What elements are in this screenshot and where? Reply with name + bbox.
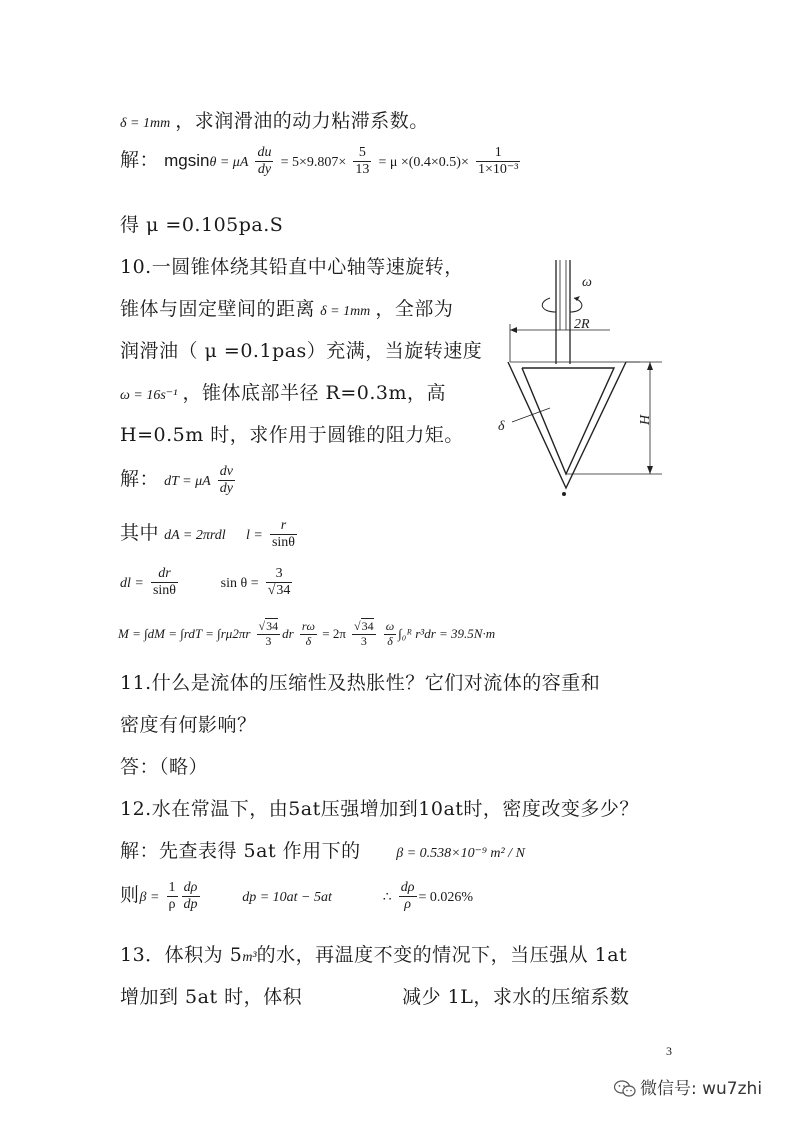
sol10-where: 其中 <box>120 522 160 545</box>
q10-line-1: 10.一圆锥体绕其铅直中心轴等速旋转， <box>120 256 464 278</box>
equation-1 <box>120 145 522 178</box>
q10-line-4b: ，锥体底部半径 R=0.3m，高 <box>182 382 446 404</box>
q13-line-2a: 增加到 5at 时，体积 <box>120 986 303 1008</box>
q12-then: 则 <box>120 884 140 907</box>
q12-one: 1 <box>168 880 176 895</box>
q12-line-2 <box>120 836 525 863</box>
eq1-mid: = 5×9.807× <box>280 155 347 171</box>
eq1-theta: θ <box>209 155 217 171</box>
sol10-2pi: = 2π <box>318 625 346 641</box>
eq1-den-13: 13 <box>355 162 370 178</box>
q13-line-1a: 13．体积为 5 <box>120 944 243 966</box>
eq1-mu-a: = μA <box>216 155 249 171</box>
sol10-three: 3 <box>275 566 283 581</box>
sol10-sin-theta: sinθ <box>271 535 296 551</box>
sol10-three-3: 3 <box>352 634 376 649</box>
sol10-r: r <box>280 518 287 533</box>
q12-rho: ρ <box>168 897 176 913</box>
q13-line-2 <box>120 982 629 1009</box>
sol10-sin-eq: sin θ = <box>220 576 259 592</box>
q12-beta-eq: β = <box>139 890 160 906</box>
sol10-dr: dr <box>158 566 171 581</box>
q12-line-1: 12.水在常温下，由5at压强增加到10at时，密度改变多少？ <box>120 798 639 820</box>
line-1-text: ，求润滑油的动力粘滞系数。 <box>175 110 429 132</box>
q10-omega: ω = 16s⁻¹ <box>120 388 178 403</box>
sol10-romega: rω <box>301 619 315 633</box>
solution-label: 解： <box>120 149 160 172</box>
cone-diagram <box>490 258 670 503</box>
delta-label: δ <box>498 419 505 434</box>
eq1-du: du <box>257 145 272 160</box>
q11-answer: 答：（略） <box>120 756 209 778</box>
eq1-num-1: 1 <box>494 145 502 160</box>
sol10-line-1 <box>120 464 237 497</box>
sol10-label: 解： <box>120 468 160 491</box>
sol10-delta: δ <box>300 634 317 649</box>
q10-line-5: H=0.5m 时，求作用于圆锥的阻力矩。 <box>120 424 464 446</box>
h-label: H <box>638 414 653 425</box>
sol10-dt: dT = μA <box>164 474 211 490</box>
two-r-label: 2R <box>574 317 590 332</box>
sol10-three-2: 3 <box>257 634 281 649</box>
q10-line-2a: 锥体与固定壁间的距离 <box>120 298 316 320</box>
eq1-mid2: = μ ×(0.4×0.5)× <box>378 155 469 171</box>
eq1-lhs: mgsin <box>164 151 210 171</box>
sol10-dy: dy <box>219 481 233 497</box>
eq1-den: 1×10⁻³ <box>477 162 519 178</box>
q11-line-1: 11.什么是流体的压缩性及热胀性？它们对流体的容重和 <box>120 672 601 694</box>
sol10-dl-eq: dl = <box>120 576 144 592</box>
q13-line-1 <box>120 940 627 967</box>
q12-drho-2: dρ <box>400 880 415 895</box>
q12-therefore: ∴ <box>382 890 392 906</box>
q12-dp: dp <box>183 897 198 913</box>
q12-drho: dρ <box>183 880 198 895</box>
eq1-dy: dy <box>255 161 273 178</box>
sol10-integral: ∫₀ᴿ r³dr = 39.5N·m <box>398 625 496 641</box>
sol10-sqrt34: 34 <box>276 583 291 599</box>
sol10-delta-2: δ <box>384 634 396 649</box>
q12-dp-eq: dp = 10at − 5at <box>242 890 332 906</box>
page-number: 3 <box>666 1044 672 1058</box>
sol10-line-3: dl = $\frac{dr}{\sin\theta}$ sin θ = $\frac{3}{√34}$ <box>120 566 291 599</box>
q10-line-4 <box>120 378 446 405</box>
q10-line-2c: ，全部为 <box>375 298 454 320</box>
q11-line-2: 密度有何影响？ <box>120 714 257 736</box>
q10-line-2 <box>120 294 453 321</box>
q13-m3: m³ <box>242 950 257 965</box>
sol10-omega: ω <box>385 619 395 633</box>
q10-line-3: 润滑油（ μ =0.1pas）充满，当旋转速度 <box>120 340 483 362</box>
q13-line-1b: 的水，再温度不变的情况下，当压强从 1at <box>256 944 628 966</box>
q10-delta: δ = 1mm <box>320 304 371 319</box>
q12-beta: β = 0.538×10⁻⁹ m² / N <box>396 846 525 861</box>
q12-pct: = 0.026% <box>418 890 474 906</box>
watermark-text: 微信号: wu7zhi <box>640 1079 763 1099</box>
eq1-num-5: 5 <box>358 145 366 160</box>
sol10-da: dA = 2πrdl <box>164 528 226 544</box>
wechat-icon <box>614 1080 636 1098</box>
sol10-line-2 <box>120 518 299 551</box>
result-line: 得 μ =0.105pa.S <box>120 214 284 236</box>
sol10-sin-theta-2: sinθ <box>152 583 176 599</box>
q13-line-2b: 减少 1L，求水的压缩系数 <box>402 986 630 1008</box>
omega-label: ω <box>582 275 592 290</box>
sol10-dr-mid: dr <box>282 625 294 641</box>
sol10-line-4: M = ∫dM = ∫rdT = ∫rμ2πr $\frac{√34}{3}$ dr $\frac{r\omega}{\delta}$ = 2π $\frac{√34}{3}$ $\frac{\omega}{\delta}$ ∫₀ᴿ r³dr = 39.5N·m <box>118 619 496 648</box>
watermark <box>614 1074 762 1099</box>
sol10-dv: dv <box>219 464 233 479</box>
sol10-l-eq: l = <box>246 528 263 544</box>
sol10-sqrt34-2: 34 <box>266 619 279 633</box>
sol10-sqrt34-3: 34 <box>361 619 374 633</box>
q12-sol-a: 解：先查表得 5at 作用下的 <box>120 840 361 862</box>
line-1 <box>120 106 429 133</box>
q12-rho-2: ρ <box>399 896 417 913</box>
sol10-m-start: M = ∫dM = ∫rdT = ∫rμ2πr <box>118 625 251 641</box>
delta-value: δ = 1mm <box>120 116 171 131</box>
q12-line-3 <box>120 880 473 913</box>
